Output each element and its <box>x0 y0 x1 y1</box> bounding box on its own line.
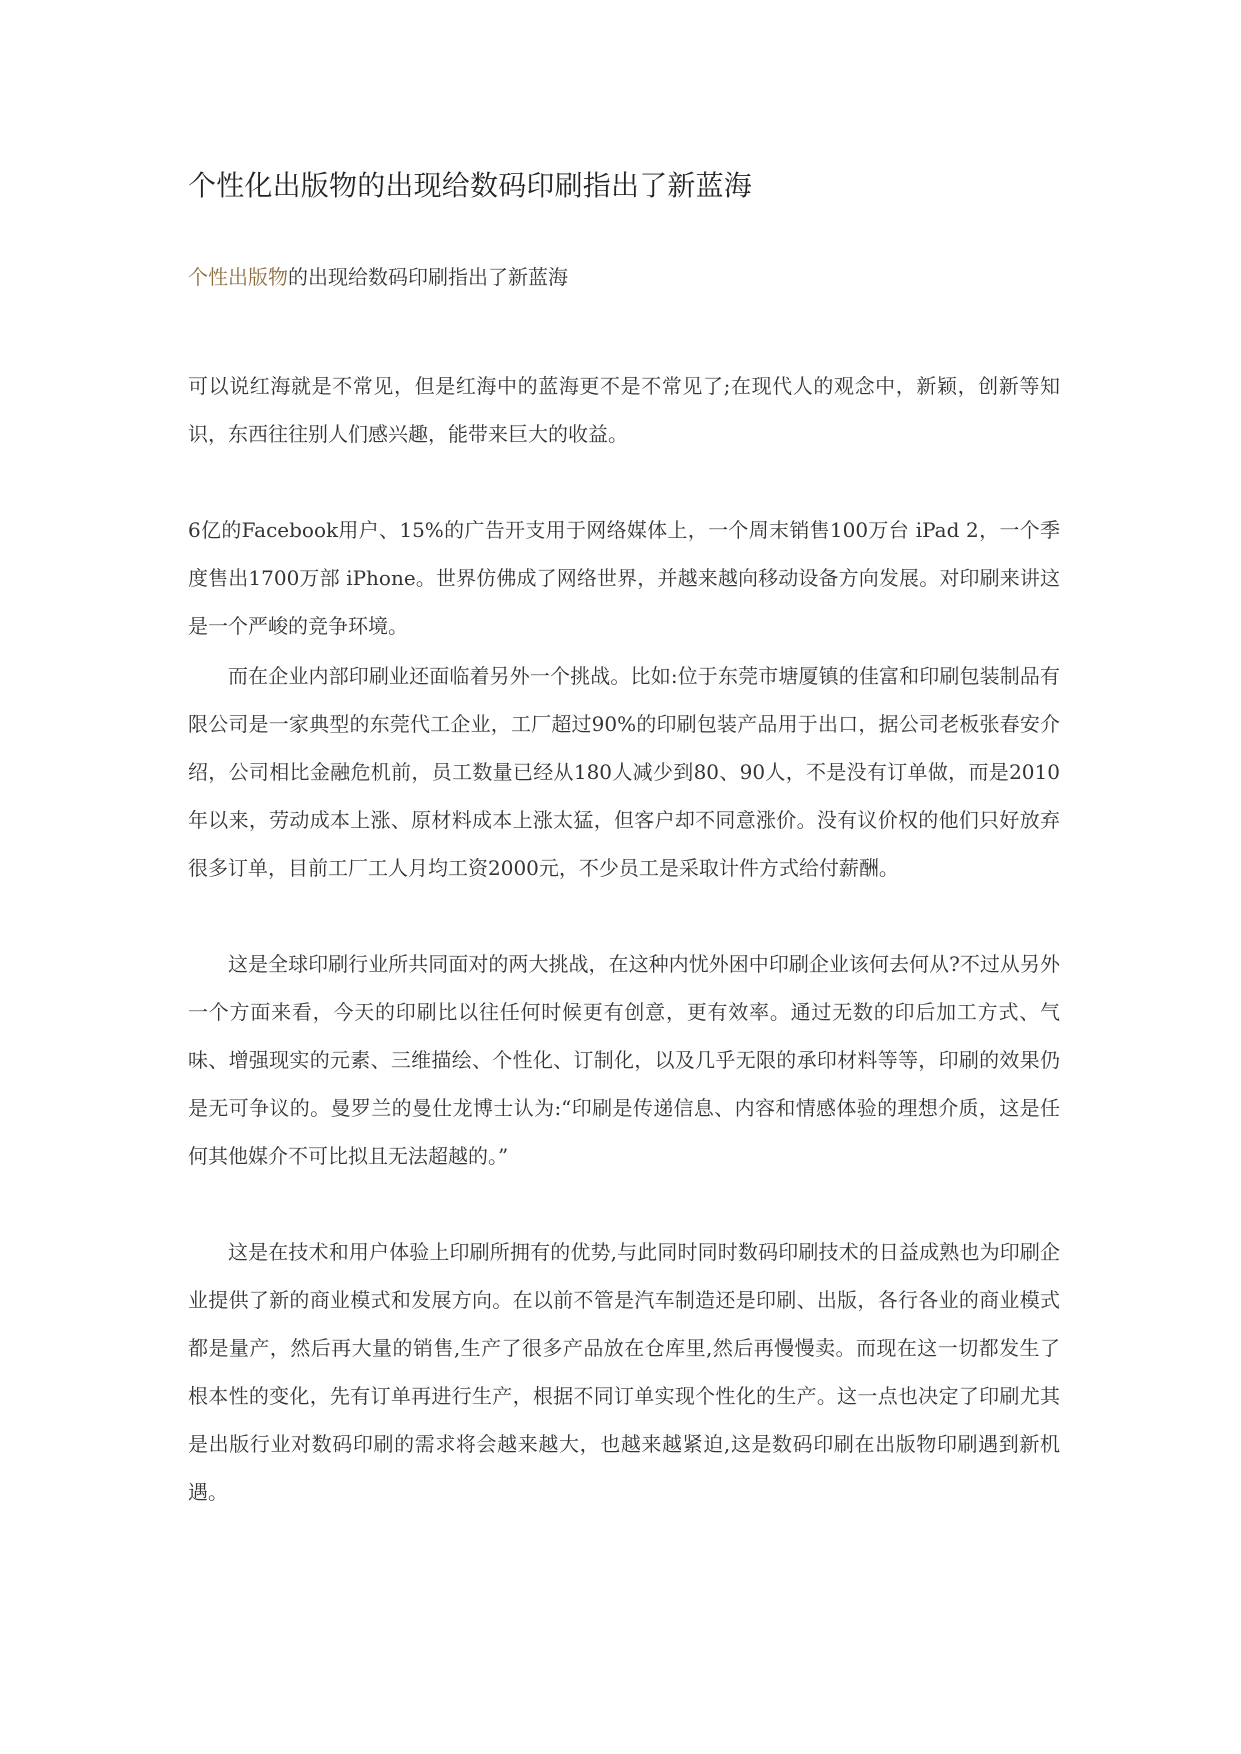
paragraph-5: 这是在技术和用户体验上印刷所拥有的优势,与此同时同时数码印刷技术的日益成熟也为印刷企业提供了新的商业模式和发展方向。在以前不管是汽车制造还是印刷、出版，各行各业的商业模式都是量产，然后再大量的销售,生产了很多产品放在仓库里,然后再慢慢卖。而现在这一切都发生了根本性的变化，先有订单再进行生产，根据不同订单实现个性化的生产。这一点也决定了印刷尤其是出版行业对数码印刷的需求将会越来越大，也越来越紧迫,这是数码印刷在出版物印刷遇到新机遇。 <box>188 1240 1060 1504</box>
paragraph-gap <box>188 458 1060 506</box>
subtitle-text: 的出现给数码印刷指出了新蓝海 <box>288 265 568 289</box>
article-body <box>188 160 1060 1516</box>
article-subtitle <box>188 252 1060 302</box>
paragraph-3: 而在企业内部印刷业还面临着另外一个挑战。比如:位于东莞市塘厦镇的佳富和印刷包装制品有限公司是一家典型的东莞代工企业，工厂超过90%的印刷包装产品用于出口，据公司老板张春安介绍，公司相比金融危机前，员工数量已经从180人减少到80、90人，不是没有订单做，而是2010年以来，劳动成本上涨、原材料成本上涨太猛，但客户却不同意涨价。没有议价权的他们只好放弃很多订单，目前工厂工人月均工资2000元，不少员工是采取计件方式给付薪酬。 <box>188 664 1060 880</box>
paragraph-gap <box>188 1180 1060 1228</box>
paragraph-1: 可以说红海就是不常见，但是红海中的蓝海更不是不常见了;在现代人的观念中，新颖，创新等知识，东西往往别人们感兴趣，能带来巨大的收益。 <box>188 374 1060 446</box>
paragraph-2: 6亿的Facebook用户、15%的广告开支用于网络媒体上，一个周末销售100万台 iPad 2，一个季度售出1700万部 iPhone。世界仿佛成了网络世界，并越来越向移动设备方向发展。对印刷来讲这是一个严峻的竞争环境。 <box>188 518 1060 638</box>
paragraph-gap <box>188 892 1060 940</box>
article-title: 个性化出版物的出现给数码印刷指出了新蓝海 <box>188 169 753 202</box>
paragraph-4: 这是全球印刷行业所共同面对的两大挑战，在这种内忧外困中印刷企业该何去何从?不过从另外一个方面来看，今天的印刷比以往任何时候更有创意，更有效率。通过无数的印后加工方式、气味、增强现实的元素、三维描绘、个性化、订制化，以及几乎无限的承印材料等等，印刷的效果仍是无可争议的。曼罗兰的曼仕龙博士认为:“印刷是传递信息、内容和情感体验的理想介质，这是任何其他媒介不可比拟且无法超越的。” <box>188 952 1060 1168</box>
subtitle-link[interactable]: 个性出版物 <box>188 265 288 289</box>
